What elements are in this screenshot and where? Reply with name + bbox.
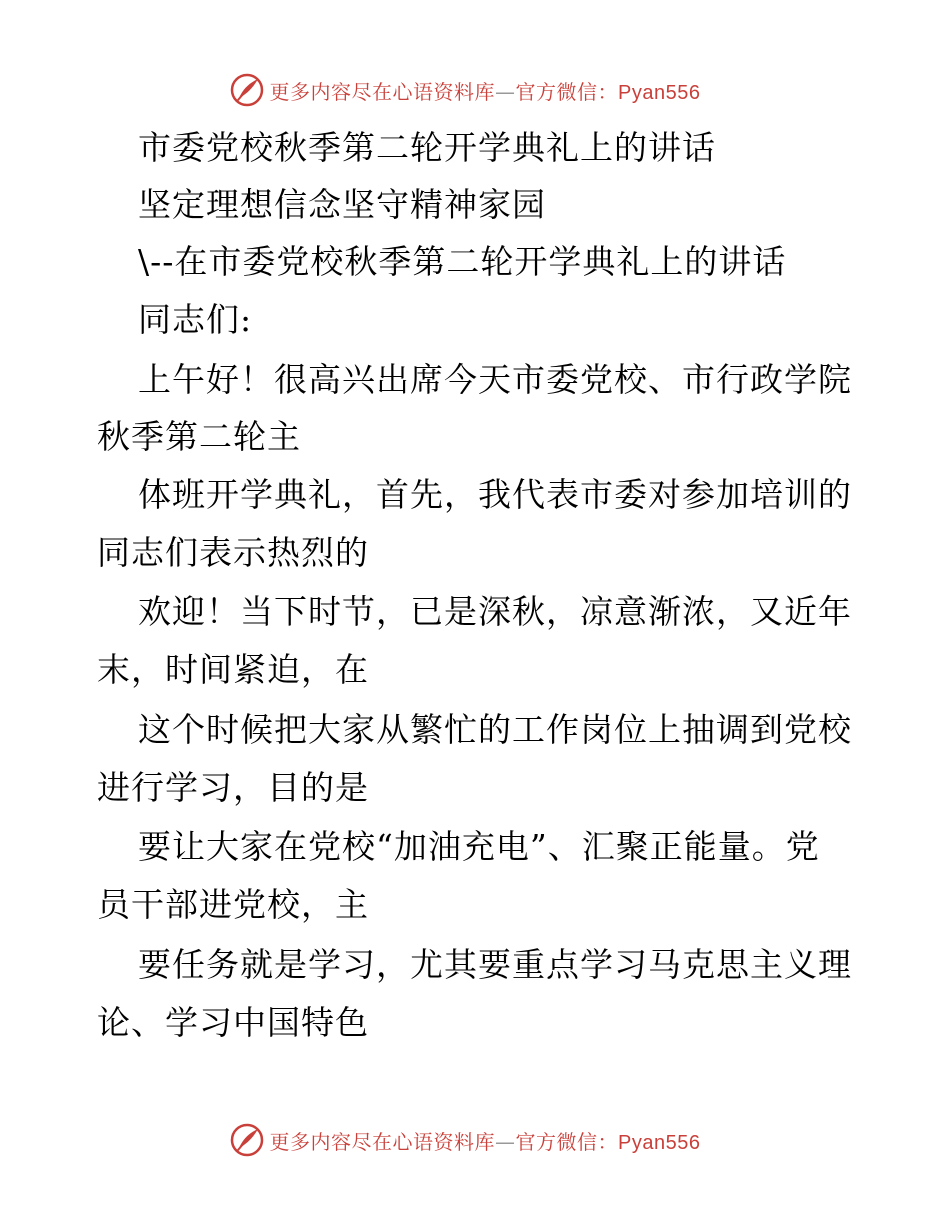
doc-title: 市委党校秋季第二轮开学典礼上的讲话	[138, 128, 716, 167]
header-banner-separator: —	[495, 79, 516, 104]
doc-paragraph-line: 员干部进党校，主	[97, 885, 369, 924]
doc-paragraph-line: 论、学习中国特色	[97, 1003, 369, 1042]
doc-paragraph-line: 上午好！很高兴出席今天市委党校、市行政学院	[138, 360, 852, 399]
header-banner	[0, 68, 950, 112]
footer-banner-wechat: 官方微信：Pyan556	[515, 1131, 701, 1154]
doc-paragraph-line: 进行学习，目的是	[97, 768, 369, 807]
footer-banner-inner	[230, 1123, 701, 1157]
doc-paragraph-line: 同志们表示热烈的	[97, 533, 369, 572]
footer-banner-text	[270, 1126, 701, 1155]
doc-paragraph-line: 秋季第二轮主	[97, 417, 301, 456]
footer-banner-separator: —	[495, 1129, 516, 1154]
doc-paragraph-line: 欢迎！当下时节，已是深秋，凉意渐浓，又近年	[138, 592, 852, 631]
doc-paragraph-line: 末，时间紧迫，在	[97, 650, 369, 689]
header-banner-wechat: 官方微信：Pyan556	[515, 81, 701, 104]
header-banner-inner	[230, 73, 701, 107]
footer-banner-slogan: 更多内容尽在心语资料库	[269, 1129, 496, 1154]
header-banner-slogan: 更多内容尽在心语资料库	[269, 79, 496, 104]
doc-paragraph-line: 这个时候把大家从繁忙的工作岗位上抽调到党校	[138, 710, 852, 749]
doc-subheading: \--在市委党校秋季第二轮开学典礼上的讲话	[138, 242, 787, 281]
doc-paragraph-line: 要任务就是学习，尤其要重点学习马克思主义理	[138, 945, 852, 984]
footer-banner	[0, 1118, 950, 1162]
quill-logo-icon	[230, 73, 264, 107]
doc-paragraph-line: 要让大家在党校“加油充电”、汇聚正能量。党	[138, 827, 820, 866]
doc-paragraph-line: 体班开学典礼，首先，我代表市委对参加培训的	[138, 475, 852, 514]
doc-subtitle: 坚定理想信念坚守精神家园	[138, 185, 546, 224]
header-banner-text	[270, 76, 701, 105]
quill-logo-icon	[230, 1123, 264, 1157]
doc-salutation: 同志们:	[138, 300, 253, 339]
